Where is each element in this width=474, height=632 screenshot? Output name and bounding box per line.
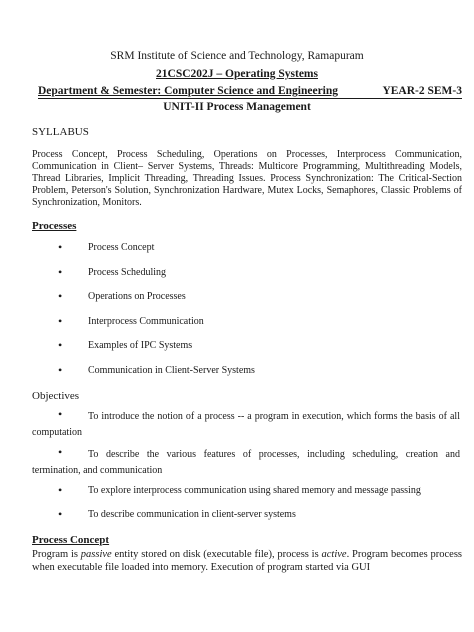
department-label: Department & Semester: Computer Science and Engineering [38,85,339,97]
bullet-icon: • [58,445,63,459]
process-concept-text [32,548,462,574]
emphasis-passive: passive [80,549,112,560]
institution-title: SRM Institute of Science and Technology, Ramapuram [110,50,364,62]
list-item: Process Scheduling [88,267,167,278]
syllabus-text: Process Concept, Process Scheduling, Operations on Processes, Interprocess Communication, Communication in Client– Server Systems, Threads: Multicore Programming, Multithreading Models, Thread Libraries, Implicit Threading, Threading Issues. Process Synchronization: The Critical-Section Problem, Peterson's Solution, Synchronization Hardware, Mutex Locks, Semaphores, Classic Problems of Synchronization, Monitors. [32,149,462,208]
bullet-icon: • [58,483,63,497]
objective-item: To introduce the notion of a process -- a program in execution, which forms the basis of all computation [32,411,460,438]
bullet-icon: • [58,265,63,279]
objective-item: To explore interprocess communication using shared memory and message passing [88,485,421,496]
emphasis-active: active [321,549,347,560]
department-line [38,85,462,99]
objectives-heading: Objectives [32,390,80,402]
text-segment: entity stored on disk (executable file), process is [111,549,322,560]
bullet-icon: • [58,407,63,421]
syllabus-heading: SYLLABUS [32,126,89,138]
unit-title: UNIT-II Process Management [163,101,311,113]
list-item: Communication in Client-Server Systems [88,365,255,376]
text-segment: Program is [32,549,81,560]
bullet-icon: • [58,240,63,254]
list-item: Examples of IPC Systems [88,340,193,351]
objective-item: To describe communication in client-server systems [88,509,296,520]
list-item: Operations on Processes [88,291,186,302]
list-item: Interprocess Communication [88,316,204,327]
objective-item: To describe the various features of processes, including scheduling, creation and termination, and communication [32,449,460,476]
text-segment: . Program becomes process when executable file loaded into memory. Execution of program started via GUI [32,549,462,573]
processes-heading: Processes [32,220,77,232]
year-semester-label: YEAR-2 SEM-3 [382,85,462,97]
bullet-icon: • [58,314,63,328]
list-item: Process Concept [88,242,155,253]
bullet-icon: • [58,507,63,521]
bullet-icon: • [58,363,63,377]
bullet-icon: • [58,338,63,352]
bullet-icon: • [58,289,63,303]
course-title: 21CSC202J – Operating Systems [156,68,318,80]
process-concept-heading: Process Concept [32,534,110,546]
